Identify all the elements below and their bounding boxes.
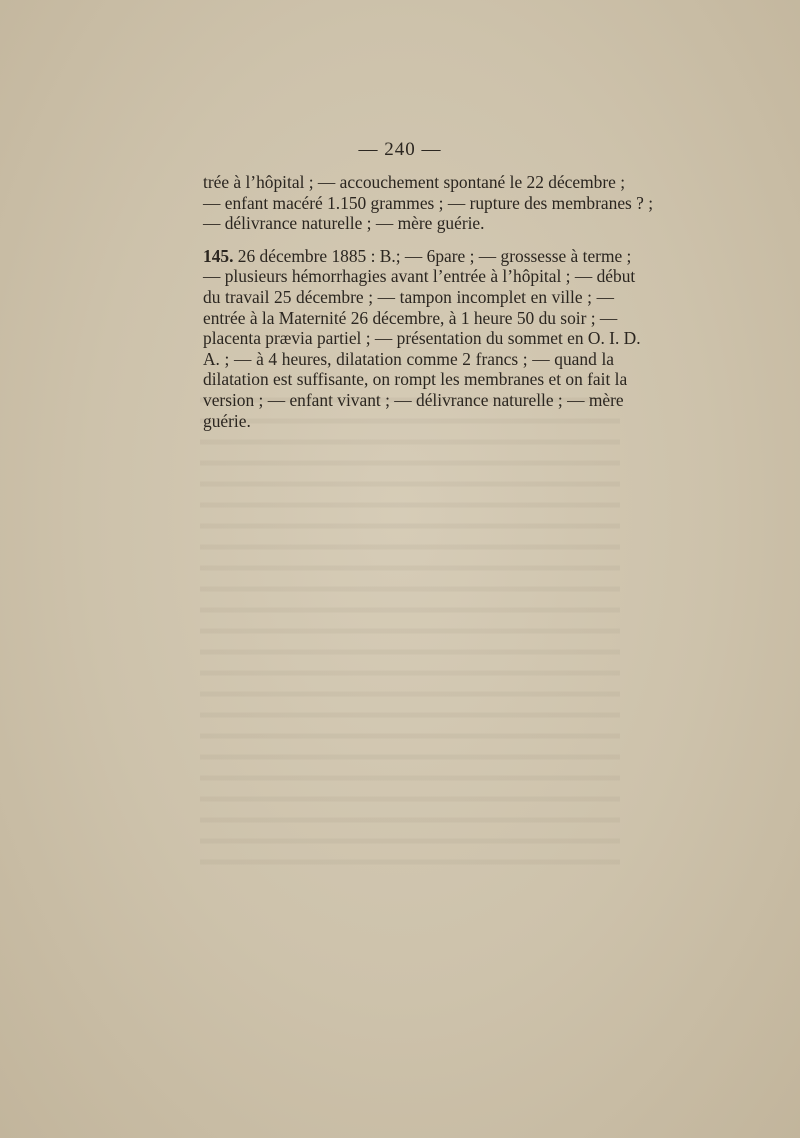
text-line: — délivrance naturelle ; — mère guérie. (203, 213, 485, 234)
entry-number: 145. (203, 245, 234, 266)
text-line: version ; — enfant vivant ; — délivrance naturelle ; — mère (203, 389, 624, 410)
text-line: A. ; — à 4 heures, dilatation comme 2 francs ; — quand la (203, 348, 614, 369)
page-number: — 240 — (358, 139, 442, 160)
show-through-texture (200, 385, 624, 865)
text-line: dilatation est suffisante, on rompt les membranes et on fait la (203, 369, 628, 390)
entry-first-line (203, 245, 632, 267)
text-line: — enfant macéré 1.150 grammes ; — rupture des membranes ? ; (203, 192, 654, 213)
text-line: entrée à la Maternité 26 décembre, à 1 heure 50 du soir ; — (203, 307, 618, 328)
body-text (203, 172, 654, 431)
text-line: trée à l’hôpital ; — accouchement spontané le 22 décembre ; (203, 172, 626, 192)
text-line: — plusieurs hémorrhagies avant l’entrée à l’hôpital ; — début (203, 266, 636, 287)
text-line: placenta prævia partiel ; — présentation du sommet en O. I. D. (203, 328, 641, 349)
text-line: guérie. (203, 410, 251, 431)
paragraph-gap (203, 234, 614, 246)
text-line: du travail 25 décembre ; — tampon incomplet en ville ; — (203, 286, 614, 307)
entry-first-line-text: 26 décembre 1885 : B.; — 6pare ; — grossesse à terme ; (233, 245, 632, 266)
